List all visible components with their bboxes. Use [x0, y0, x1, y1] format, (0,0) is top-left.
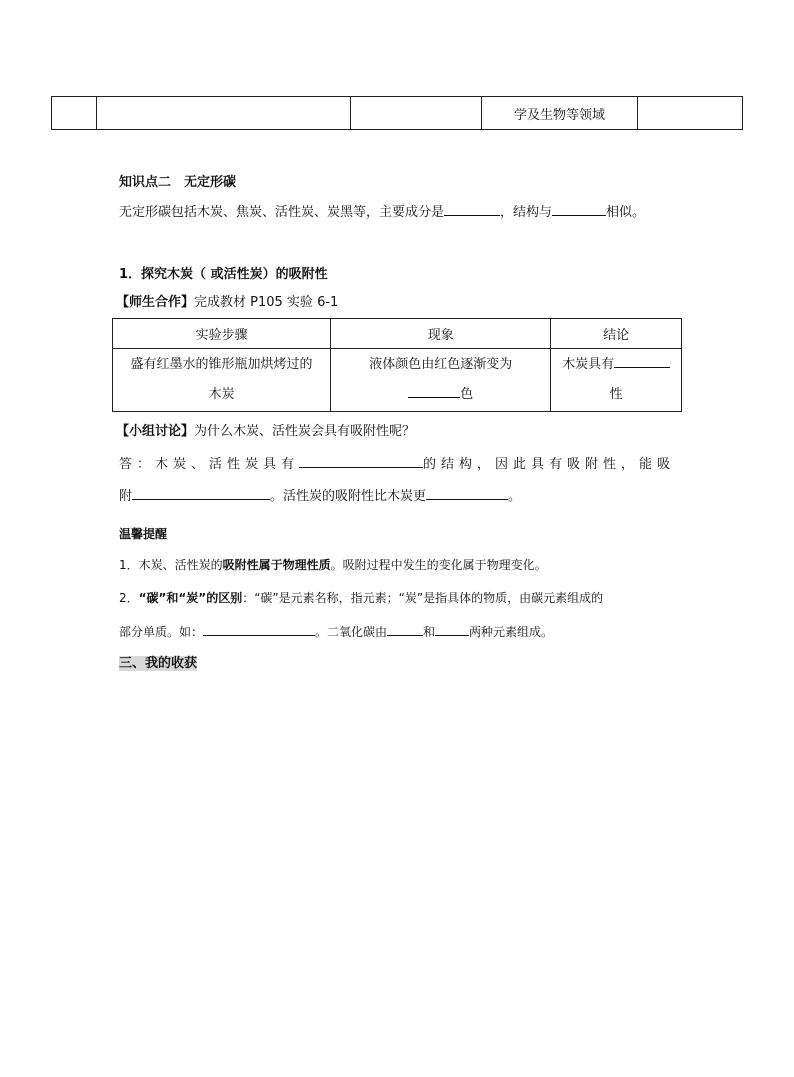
- fill-blank[interactable]: [435, 621, 469, 636]
- fill-blank[interactable]: [132, 485, 270, 500]
- coop-tag: 【师生合作】: [116, 295, 195, 310]
- text-fragment: 。: [508, 489, 522, 504]
- conclusion-text: 性: [609, 387, 623, 402]
- phenomenon-line2: [331, 380, 550, 410]
- fill-blank[interactable]: [203, 621, 315, 636]
- text-fragment: 。活性炭的吸附性比木炭更: [270, 489, 427, 504]
- text-fragment: 附: [119, 489, 133, 504]
- conclusion-text: 木炭具有: [562, 357, 615, 372]
- phenomenon-text: 色: [460, 387, 474, 402]
- phenomenon-cell: [331, 349, 551, 412]
- discussion-line: [116, 420, 415, 439]
- tip-item-1: [119, 556, 547, 573]
- discussion-tag: 【小组讨论】: [116, 424, 195, 439]
- text-fragment: 。二氧化碳由: [315, 625, 388, 639]
- phenomenon-text: 液体颜色由红色逐渐变为: [369, 357, 513, 372]
- table-header: 实验步骤: [113, 319, 331, 349]
- explore-heading: 1．探究木炭（ 或活性炭）的吸附性: [119, 267, 328, 282]
- fill-blank[interactable]: [299, 453, 423, 468]
- answer-line-1: [119, 453, 675, 472]
- table-row: [113, 349, 682, 412]
- table-cell: [638, 97, 743, 130]
- fill-blank[interactable]: [614, 353, 670, 368]
- conclusion-line1: [551, 350, 681, 380]
- coop-line: [116, 291, 338, 310]
- text-fragment: “碳”和“炭”的区别: [138, 591, 243, 605]
- text-fragment: 的结构，因此具有吸附性，能吸: [423, 457, 676, 472]
- fill-blank[interactable]: [426, 485, 508, 500]
- step-text: 木炭: [208, 387, 235, 402]
- section3-heading-text: 三、我的收获: [119, 656, 198, 671]
- conclusion-cell: [551, 349, 682, 412]
- table-cell: [96, 97, 350, 130]
- tip-item-2: [119, 589, 603, 606]
- text-fragment: 2．: [119, 591, 139, 605]
- coop-text: 完成教材 P105 实验 6-1: [194, 295, 339, 310]
- experiment-table: [112, 318, 682, 412]
- fill-blank[interactable]: [408, 383, 460, 398]
- step-cell: [113, 349, 331, 412]
- table-header-row: [113, 319, 682, 349]
- text-fragment: 吸附性属于物理性质: [222, 558, 331, 572]
- tip-item-3: [119, 621, 553, 640]
- text-fragment: ：“碳”是元素名称，指元素；“炭”是指具体的物质，由碳元素组成的: [242, 591, 604, 605]
- text-fragment: 部分单质。如：: [119, 625, 204, 639]
- text-fragment: 。吸附过程中发生的变化属于物理变化。: [330, 558, 547, 572]
- text-fragment: 答：木炭、活性炭具有: [119, 457, 300, 472]
- text-fragment: 两种元素组成。: [469, 625, 554, 639]
- discussion-question: 为什么木炭、活性炭会具有吸附性呢？: [194, 424, 416, 439]
- fill-blank[interactable]: [552, 201, 606, 216]
- step-text: 盛有红墨水的锥形瓶加烘烤过的: [130, 357, 313, 372]
- answer-line-2: [119, 485, 521, 504]
- top-table: [51, 96, 743, 130]
- table-cell: [52, 97, 97, 130]
- text-fragment: 1．木炭、活性炭的: [119, 558, 223, 572]
- text-fragment: 相似。: [606, 205, 646, 220]
- section2-text: [119, 201, 645, 220]
- section3-heading: [119, 652, 197, 671]
- table-header: 现象: [331, 319, 551, 349]
- table-row: [52, 97, 743, 130]
- table-cell: 学及生物等领域: [481, 97, 638, 130]
- text-fragment: ，结构与: [500, 205, 553, 220]
- table-header: 结论: [551, 319, 682, 349]
- section2-heading: 知识点二 无定形碳: [119, 175, 237, 190]
- fill-blank[interactable]: [387, 621, 423, 636]
- tips-heading: 温馨提醒: [119, 527, 168, 541]
- text-fragment: 和: [423, 625, 436, 639]
- table-cell: [351, 97, 482, 130]
- text-fragment: 无定形碳包括木炭、焦炭、活性炭、炭黑等，主要成分是: [119, 205, 445, 220]
- fill-blank[interactable]: [444, 201, 500, 216]
